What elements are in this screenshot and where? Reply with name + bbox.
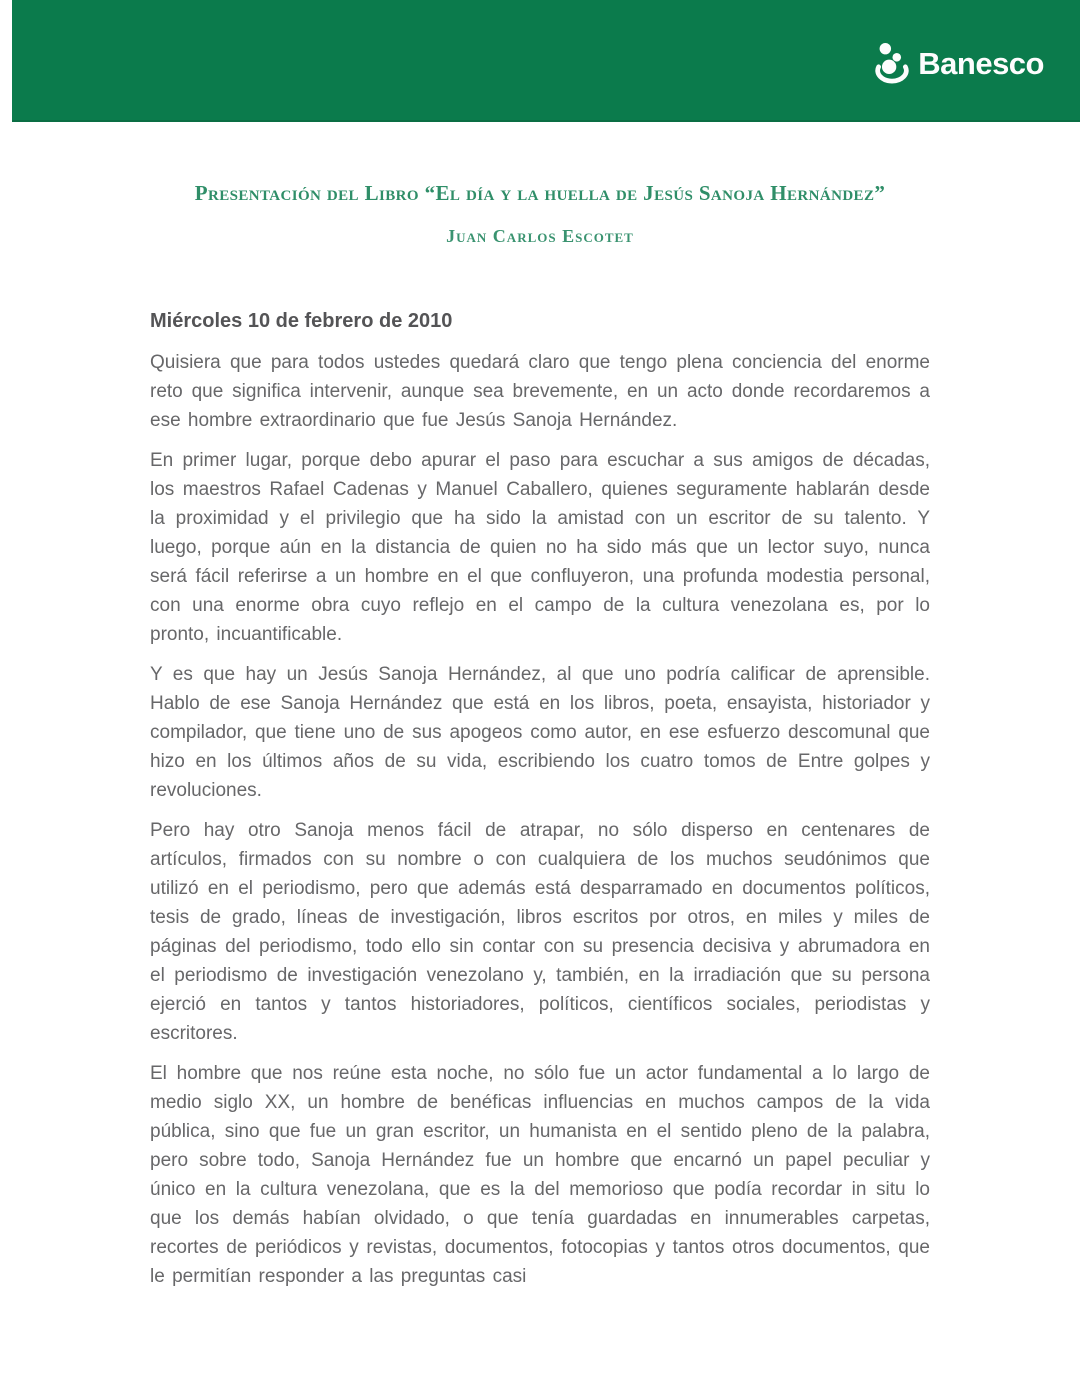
paragraph-2: En primer lugar, porque debo apurar el paso para escuchar a sus amigos de décadas, los maestros Rafael Cadenas y Manuel Caballero, quienes seguramente hablarán desde la proximidad y el privilegio que ha sido la amistad con un escritor de su talento. Y luego, porque aún en la distancia de quien no ha sido más que un lector suyo, nunca será fácil referirse a un hombre en el que confluyeron, una profunda modestia personal, con una enorme obra cuyo reflejo en el campo de la cultura venezolana es, por lo pronto, incuantificable. xyxy=(150,450,930,645)
paragraph-1: Quisiera que para todos ustedes quedará claro que tengo plena conciencia del enorme reto que significa intervenir, aunque sea brevemente, en un acto donde recordaremos a ese hombre extraordinario que fue Jesús Sanoja Hernández. xyxy=(150,352,930,431)
paragraph-3: Y es que hay un Jesús Sanoja Hernández, al que uno podría calificar de aprensible. Hablo de ese Sanoja Hernández que está en los libros, poeta, ensayista, historiador y compilador, que tiene uno de sus apogeos como autor, en ese esfuerzo descomunal que hizo en los últimos años de su vida, escribiendo los cuatro tomos de Entre golpes y revoluciones. xyxy=(150,664,930,801)
paragraph-4: Pero hay otro Sanoja menos fácil de atrapar, no sólo disperso en centenares de artículos, firmados con su nombre o con cualquiera de los muchos seudónimos que utilizó en el periodismo, pero que además está desparramado en documentos políticos, tesis de grado, líneas de investigación, libros escritos por otros, en miles y miles de páginas del periodismo, todo ello sin contar con su presencia decisiva y abrumadora en el periodismo de investigación venezolano y, también, en la irradiación que su persona ejerció en tantos y tantos historiadores, políticos, científicos sociales, periodistas y escritores. xyxy=(150,820,930,1044)
brand-name: Banesco xyxy=(918,45,1044,81)
header-band xyxy=(12,0,1080,122)
paragraph-5: El hombre que nos reúne esta noche, no sólo fue un actor fundamental a lo largo de medio siglo XX, un hombre de benéficas influencias en muchos campos de la vida pública, sino que fue un gran escritor, un humanista en el sentido pleno de la palabra, pero sobre todo, Sanoja Hernández fue un hombre que encarnó un papel peculiar y único en la cultura venezolana, que es la del memorioso que podía recordar in situ lo que los demás habían olvidado, o que tenía guardadas en innumerables carpetas, recortes de periódicos y revistas, documentos, fotocopias y tantos otros documentos, que le permitían responder a las preguntas casi xyxy=(150,1063,930,1287)
document-content xyxy=(0,122,1080,1398)
document-title: Presentación del Libro “El día y la huella de Jesús Sanoja Hernández” xyxy=(194,181,886,205)
banesco-drops-icon xyxy=(871,40,913,86)
document-author: Juan Carlos Escotet xyxy=(446,226,634,246)
date-heading: Miércoles 10 de febrero de 2010 xyxy=(150,310,453,332)
banesco-logo xyxy=(871,40,1044,86)
